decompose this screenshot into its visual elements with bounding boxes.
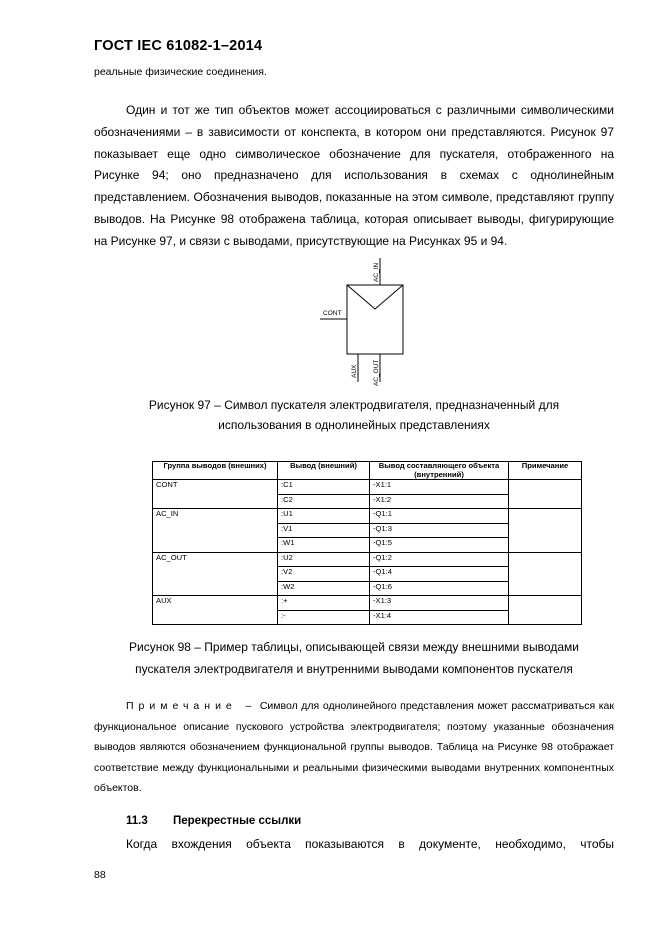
figure-97-caption-line-1: Рисунок 97 – Символ пускателя электродвигателя, предназначенный для — [148, 398, 560, 412]
internal-terminal-cell: -Q1:6 — [370, 581, 509, 596]
starter-symbol-figure — [318, 252, 438, 387]
internal-terminal-cell: -Q1:4 — [370, 567, 509, 582]
table-header-row — [153, 462, 582, 480]
document-header: ГОСТ IEC 61082-1–2014 — [94, 38, 263, 54]
continuation-text: реальные физические соединения. — [94, 66, 267, 78]
note-cell — [509, 552, 582, 596]
external-terminal-cell: :V2 — [278, 567, 370, 582]
cont-label: CONT — [323, 310, 342, 317]
group-cell: AC_OUT — [153, 552, 278, 596]
internal-terminal-cell: -Q1:5 — [370, 538, 509, 553]
external-terminal-cell: :C2 — [278, 494, 370, 509]
external-terminal-cell: :W2 — [278, 581, 370, 596]
note-label: Примечание – — [126, 700, 257, 712]
table-header-cell: Группа выводов (внешних) — [153, 462, 278, 480]
figure-97-caption-line-2: использования в однолинейных представлениях — [218, 418, 490, 432]
body-paragraph: Один и тот же тип объектов может ассоциироваться с различными символическими обозначениями – в зависимости от конспекта, в котором они представляются. Рисунок 97 показывает еще одно символическое обозначение для пускателя, отображенного на Рисунке 94; оно предназначено для использования в схемах с однолинейным представлением. Обозначения выводов, показанные на этом символе, представляют группу выводов. На Рисунке 98 отображена таблица, которая описывает выводы, фигурирующие на Рисунке 97, и связи с выводами, присутствующие на Рисунках 95 и 94. — [94, 103, 614, 248]
figure-98-caption-line-1: Рисунок 98 – Пример таблицы, описывающей связи между внешними выводами — [129, 640, 579, 654]
note-paragraph — [94, 696, 614, 799]
internal-terminal-cell: -Q1:2 — [370, 552, 509, 567]
external-terminal-cell: :C1 — [278, 480, 370, 495]
table-header-cell: Примечание — [509, 462, 582, 480]
table-row — [153, 596, 582, 611]
internal-terminal-cell: -X1:2 — [370, 494, 509, 509]
external-terminal-cell: :+ — [278, 596, 370, 611]
section-heading — [126, 815, 301, 827]
page-number: 88 — [94, 869, 106, 881]
group-cell: AUX — [153, 596, 278, 625]
note-text: Символ для однолинейного представления может рассматриваться как функциональное описание пускового устройства электродвигателя; поэтому указанные обозначения выводов являются обозначением функциональной группы выводов. Таблица на Рисунке 98 отображает соответствие между функциональными и реальными физическими выводами внутренних компонентных объектов. — [94, 700, 614, 794]
external-terminal-cell: :- — [278, 610, 370, 625]
ac-in-label: AC_IN — [373, 262, 380, 282]
internal-terminal-cell: -X1:3 — [370, 596, 509, 611]
external-terminal-cell: :U2 — [278, 552, 370, 567]
section-number: 11.3 — [126, 815, 148, 827]
note-cell — [509, 596, 582, 625]
note-cell — [509, 480, 582, 509]
group-cell: AC_IN — [153, 509, 278, 553]
internal-terminal-cell: -X1:4 — [370, 610, 509, 625]
internal-terminal-cell: -X1:1 — [370, 480, 509, 495]
section-title: Перекрестные ссылки — [173, 815, 302, 827]
table-row — [153, 509, 582, 524]
aux-label: AUX — [351, 364, 358, 378]
figure-98-caption-line-2: пускателя электродвигателя и внутренними выводами компонентов пускателя — [135, 662, 573, 676]
group-cell: CONT — [153, 480, 278, 509]
table-row — [153, 552, 582, 567]
table-header-cell: Вывод составляющего объекта (внутренний) — [370, 462, 509, 480]
external-terminal-cell: :V1 — [278, 523, 370, 538]
note-cell — [509, 509, 582, 553]
table-row — [153, 480, 582, 495]
starter-v-mark — [347, 285, 403, 309]
ac-out-label: AC_OUT — [373, 359, 380, 386]
table-header-cell: Вывод (внешний) — [278, 462, 370, 480]
body-text-line: Когда вхождения объекта показываются в документе, необходимо, чтобы — [126, 837, 614, 851]
internal-terminal-cell: -Q1:3 — [370, 523, 509, 538]
internal-terminal-cell: -Q1:1 — [370, 509, 509, 524]
external-terminal-cell: :U1 — [278, 509, 370, 524]
external-terminal-cell: :W1 — [278, 538, 370, 553]
terminal-mapping-table — [152, 461, 582, 625]
starter-box — [347, 285, 403, 354]
